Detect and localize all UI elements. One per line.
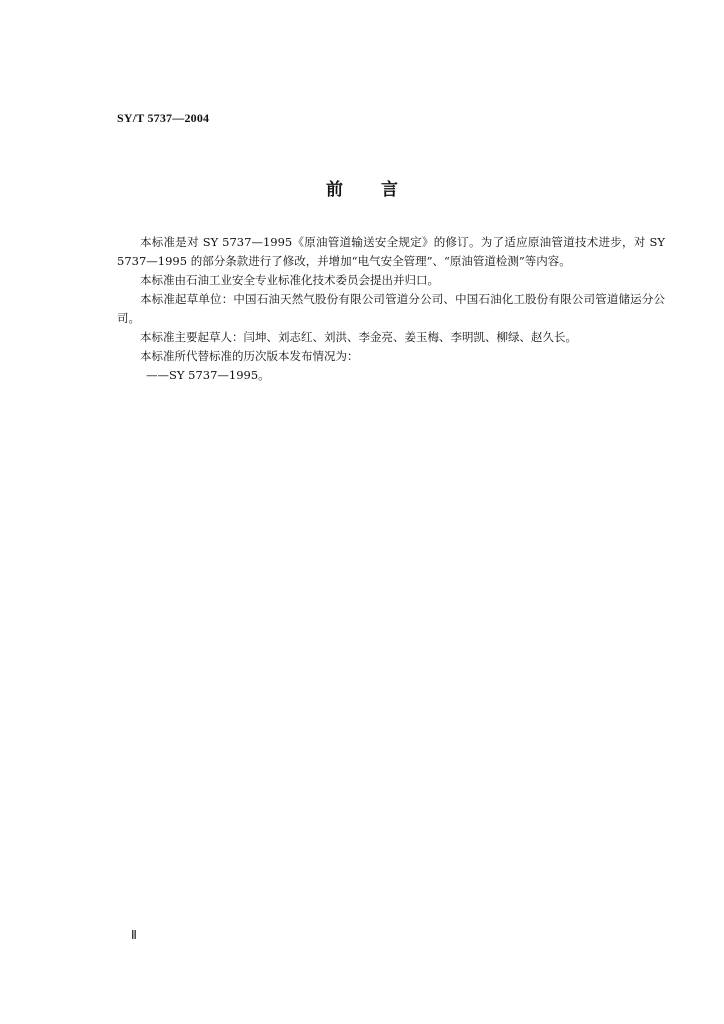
title-char-2: 言 — [381, 180, 398, 200]
page-number: Ⅱ — [131, 928, 137, 942]
paragraph-history-item: ——SY 5737—1995。 — [146, 368, 270, 382]
paragraph-proposer: 本标准由石油工业安全专业标准化技术委员会提出并归口。 — [140, 273, 439, 287]
paragraph-drafters: 本标准主要起草人：闫坤、刘志红、刘洪、李金亮、姜玉梅、李明凯、柳绿、赵久长。 — [140, 330, 577, 344]
foreword-body — [117, 233, 665, 385]
paragraph-history-intro: 本标准所代替标准的历次版本发布情况为： — [140, 349, 359, 363]
title-char-1: 前 — [326, 180, 343, 200]
paragraph-revision: 本标准是对 SY 5737—1995《原油管道输送安全规定》的修订。为了适应原油管道技术进步，对 SY 5737—1995 的部分条款进行了修改，并增加“电气安全管理”、“原油管道检测”等内容。 — [117, 235, 665, 268]
paragraph-drafting-units: 本标准起草单位：中国石油天然气股份有限公司管道分公司、中国石油化工股份有限公司管道储运分公司。 — [117, 292, 665, 325]
page-title — [0, 175, 724, 200]
standard-code: SY/T 5737—2004 — [117, 111, 210, 125]
